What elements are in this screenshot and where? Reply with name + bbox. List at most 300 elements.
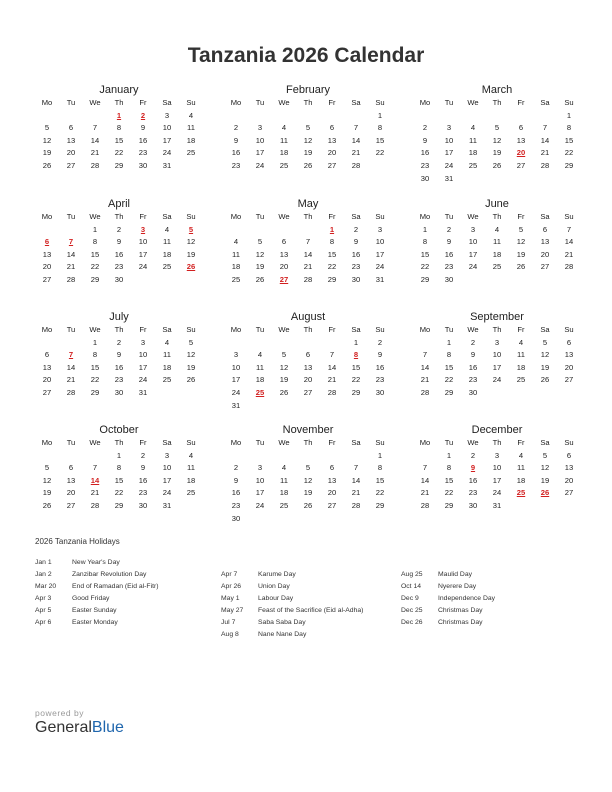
week-row <box>35 387 203 400</box>
holiday-name: Karume Day <box>258 571 296 578</box>
day-cell: 14 <box>90 135 100 145</box>
weekday-label: Tu <box>255 438 265 447</box>
day-cell: 21 <box>327 375 337 385</box>
empty-day-cell <box>59 337 83 350</box>
day-cell: 30 <box>420 173 430 183</box>
empty-day-cell <box>413 110 437 123</box>
day-cell: 25 <box>186 148 196 158</box>
day-cell: 17 <box>255 148 265 158</box>
day-cell: 11 <box>187 123 195 133</box>
week-row <box>413 337 581 350</box>
week-row <box>224 236 392 249</box>
day-cell: 19 <box>303 488 313 498</box>
week-row <box>35 450 203 463</box>
week-row <box>413 122 581 135</box>
day-cell: 26 <box>279 387 289 397</box>
day-cell: 20 <box>66 488 76 498</box>
day-cell: 23 <box>375 375 385 385</box>
day-cell: 17 <box>162 135 172 145</box>
empty-day-cell <box>320 513 344 526</box>
day-cell: 1 <box>446 450 452 460</box>
day-cell: 7 <box>68 237 74 247</box>
empty-day-cell <box>509 387 533 400</box>
day-cell: 20 <box>303 375 313 385</box>
weekday-header <box>224 437 392 450</box>
weekday-header <box>35 97 203 110</box>
day-cell: 26 <box>303 160 313 170</box>
day-cell: 24 <box>375 262 385 272</box>
day-cell: 13 <box>540 237 550 247</box>
week-row <box>413 147 581 160</box>
day-cell: 7 <box>422 463 428 473</box>
day-cell: 27 <box>66 160 76 170</box>
day-cell: 21 <box>90 148 100 158</box>
day-cell: 3 <box>446 123 452 133</box>
day-cell: 31 <box>231 400 241 410</box>
week-row <box>413 487 581 500</box>
day-cell: 1 <box>92 224 98 234</box>
holiday-date: May 1 <box>221 595 240 602</box>
day-cell: 6 <box>68 463 74 473</box>
day-cell: 30 <box>468 500 478 510</box>
weekday-label: Sa <box>540 98 550 107</box>
weekday-label: We <box>467 212 479 221</box>
day-cell: 14 <box>351 475 361 485</box>
day-cell: 2 <box>233 463 239 473</box>
weekday-label: Su <box>375 325 385 334</box>
day-cell: 14 <box>327 362 337 372</box>
day-cell: 10 <box>375 237 385 247</box>
day-cell: 27 <box>327 160 337 170</box>
holiday-date: Apr 6 <box>35 619 52 626</box>
holiday-item <box>401 581 495 593</box>
week-row <box>224 122 392 135</box>
weekday-label: Fr <box>139 98 147 107</box>
week-row <box>413 135 581 148</box>
day-cell: 30 <box>468 387 478 397</box>
day-cell: 28 <box>66 274 76 284</box>
brand-logo[interactable] <box>35 719 124 737</box>
holiday-item <box>221 569 363 581</box>
holiday-name: Nyerere Day <box>438 583 477 590</box>
day-cell: 7 <box>353 123 359 133</box>
day-cell: 15 <box>114 135 124 145</box>
day-cell: 20 <box>42 262 52 272</box>
empty-day-cell <box>557 500 581 513</box>
day-cell: 27 <box>279 274 289 284</box>
weekday-label: We <box>89 98 101 107</box>
weekday-label: Fr <box>517 438 525 447</box>
holiday-name: Easter Sunday <box>72 607 117 614</box>
holiday-column <box>401 569 495 629</box>
week-row <box>224 135 392 148</box>
holiday-name: Christmas Day <box>438 607 483 614</box>
day-cell: 1 <box>116 450 122 460</box>
day-cell: 27 <box>42 387 52 397</box>
day-cell: 26 <box>540 375 550 385</box>
day-cell: 28 <box>303 274 313 284</box>
day-cell: 6 <box>305 350 311 360</box>
week-row <box>224 274 392 287</box>
day-cell: 3 <box>140 224 146 234</box>
weekday-label: Sa <box>540 438 550 447</box>
day-cell: 5 <box>494 123 500 133</box>
day-cell: 7 <box>92 123 98 133</box>
day-cell: 10 <box>162 123 172 133</box>
weekday-label: Sa <box>351 98 361 107</box>
day-cell: 22 <box>90 375 100 385</box>
empty-day-cell <box>59 110 83 123</box>
month-march <box>413 83 581 185</box>
day-cell: 1 <box>422 224 428 234</box>
day-cell: 3 <box>140 337 146 347</box>
day-cell: 27 <box>42 274 52 284</box>
weekday-label: Tu <box>66 212 76 221</box>
day-cell: 11 <box>469 135 477 145</box>
day-cell: 17 <box>492 362 502 372</box>
day-cell: 8 <box>446 350 452 360</box>
weekday-label: Sa <box>351 438 361 447</box>
week-row <box>413 387 581 400</box>
empty-day-cell <box>155 387 179 400</box>
day-cell: 5 <box>305 463 311 473</box>
day-cell: 29 <box>90 274 100 284</box>
weekday-label: Tu <box>444 438 454 447</box>
day-cell: 16 <box>231 488 241 498</box>
empty-day-cell <box>509 500 533 513</box>
weekday-label: Th <box>303 98 313 107</box>
weekday-label: Th <box>492 212 502 221</box>
weekday-header <box>35 211 203 224</box>
empty-day-cell <box>344 450 368 463</box>
day-cell: 12 <box>279 362 289 372</box>
weekday-label: Th <box>492 325 502 334</box>
week-row <box>413 160 581 173</box>
empty-day-cell <box>248 400 272 413</box>
holiday-item <box>35 617 159 629</box>
day-cell: 27 <box>327 500 337 510</box>
empty-day-cell <box>320 110 344 123</box>
day-cell: 22 <box>420 262 430 272</box>
day-cell: 20 <box>327 148 337 158</box>
day-cell: 6 <box>44 237 50 247</box>
day-cell: 27 <box>564 488 574 498</box>
day-cell: 2 <box>353 224 359 234</box>
day-cell: 22 <box>444 375 454 385</box>
day-cell: 13 <box>42 362 52 372</box>
holiday-column <box>221 569 363 641</box>
day-cell: 24 <box>255 160 265 170</box>
weekday-label: Su <box>564 212 574 221</box>
day-cell: 26 <box>186 375 196 385</box>
day-cell: 26 <box>516 262 526 272</box>
day-cell: 6 <box>44 350 50 360</box>
day-cell: 4 <box>518 337 524 347</box>
empty-day-cell <box>533 173 557 186</box>
week-row <box>35 160 203 173</box>
empty-day-cell <box>83 110 107 123</box>
empty-day-cell <box>179 387 203 400</box>
holiday-date: Aug 25 <box>401 571 423 578</box>
day-cell: 4 <box>233 237 239 247</box>
empty-day-cell <box>224 450 248 463</box>
day-cell: 19 <box>516 249 526 259</box>
weekday-label: Sa <box>162 98 172 107</box>
day-cell: 28 <box>420 500 430 510</box>
week-row <box>224 400 392 413</box>
weekday-label: We <box>278 325 290 334</box>
day-cell: 22 <box>90 262 100 272</box>
day-cell: 29 <box>114 500 124 510</box>
day-cell: 4 <box>164 224 170 234</box>
empty-day-cell <box>368 513 392 526</box>
day-cell: 2 <box>116 224 122 234</box>
holiday-item <box>35 593 159 605</box>
week-row <box>35 110 203 123</box>
day-cell: 17 <box>231 375 241 385</box>
day-cell: 28 <box>90 160 100 170</box>
day-cell: 6 <box>542 224 548 234</box>
weekday-label: We <box>89 212 101 221</box>
week-row <box>35 147 203 160</box>
weekday-label: Sa <box>162 438 172 447</box>
day-cell: 19 <box>42 488 52 498</box>
day-cell: 13 <box>564 463 574 473</box>
day-cell: 14 <box>420 362 430 372</box>
week-row <box>224 450 392 463</box>
weekday-label: Fr <box>328 325 336 334</box>
day-cell: 9 <box>470 350 476 360</box>
week-row <box>224 349 392 362</box>
day-cell: 25 <box>231 274 241 284</box>
weekday-label: Su <box>564 325 574 334</box>
week-row <box>35 274 203 287</box>
day-cell: 10 <box>468 237 478 247</box>
day-cell: 24 <box>492 488 502 498</box>
day-cell: 25 <box>492 262 502 272</box>
day-cell: 5 <box>188 337 194 347</box>
empty-day-cell <box>320 400 344 413</box>
empty-day-cell <box>437 110 461 123</box>
day-cell: 17 <box>468 249 478 259</box>
weekday-label: Su <box>564 438 574 447</box>
day-cell: 9 <box>470 463 476 473</box>
day-cell: 26 <box>186 262 196 272</box>
holiday-date: Aug 8 <box>221 631 239 638</box>
holiday-name: Good Friday <box>72 595 110 602</box>
day-cell: 18 <box>231 262 241 272</box>
weekday-label: Tu <box>255 98 265 107</box>
empty-day-cell <box>224 337 248 350</box>
holiday-name: Feast of the Sacrifice (Eid al-Adha) <box>258 607 364 614</box>
day-cell: 21 <box>351 488 361 498</box>
week-row <box>224 249 392 262</box>
week-row <box>413 236 581 249</box>
day-cell: 13 <box>66 475 76 485</box>
empty-day-cell <box>320 450 344 463</box>
day-cell: 12 <box>303 135 313 145</box>
week-row <box>35 462 203 475</box>
day-cell: 23 <box>444 262 454 272</box>
weekday-label: Fr <box>328 98 336 107</box>
day-cell: 5 <box>257 237 263 247</box>
day-cell: 1 <box>92 337 98 347</box>
day-cell: 17 <box>492 475 502 485</box>
month-name: November <box>282 424 334 436</box>
day-cell: 7 <box>305 237 311 247</box>
day-cell: 3 <box>494 337 500 347</box>
day-cell: 8 <box>116 123 122 133</box>
holiday-date: Apr 3 <box>35 595 52 602</box>
weekday-label: Tu <box>444 212 454 221</box>
day-cell: 11 <box>517 350 525 360</box>
day-cell: 5 <box>542 450 548 460</box>
day-cell: 29 <box>351 387 361 397</box>
day-cell: 19 <box>540 475 550 485</box>
week-row <box>224 224 392 237</box>
day-cell: 10 <box>492 350 502 360</box>
day-cell: 9 <box>233 475 239 485</box>
day-cell: 28 <box>351 160 361 170</box>
day-cell: 31 <box>162 160 172 170</box>
empty-day-cell <box>272 224 296 237</box>
day-cell: 21 <box>420 375 430 385</box>
weekday-label: Sa <box>540 212 550 221</box>
day-cell: 5 <box>542 337 548 347</box>
day-cell: 16 <box>114 362 124 372</box>
day-cell: 29 <box>375 500 385 510</box>
day-cell: 14 <box>303 249 313 259</box>
day-cell: 22 <box>114 148 124 158</box>
day-cell: 13 <box>279 249 289 259</box>
weekday-header <box>224 97 392 110</box>
day-cell: 24 <box>162 488 172 498</box>
day-cell: 16 <box>375 362 385 372</box>
day-cell: 9 <box>353 237 359 247</box>
day-cell: 10 <box>444 135 454 145</box>
day-cell: 24 <box>444 160 454 170</box>
empty-day-cell <box>155 274 179 287</box>
holiday-name: Labour Day <box>258 595 294 602</box>
month-may <box>224 197 392 287</box>
day-cell: 20 <box>564 362 574 372</box>
weekday-label: Su <box>186 212 196 221</box>
day-cell: 15 <box>90 249 100 259</box>
day-cell: 4 <box>281 123 287 133</box>
day-cell: 26 <box>492 160 502 170</box>
empty-day-cell <box>296 450 320 463</box>
day-cell: 11 <box>517 463 525 473</box>
week-row <box>413 173 581 186</box>
day-cell: 19 <box>255 262 265 272</box>
day-cell: 1 <box>446 337 452 347</box>
day-cell: 2 <box>470 450 476 460</box>
week-row <box>413 462 581 475</box>
day-cell: 31 <box>444 173 454 183</box>
weekday-header <box>35 437 203 450</box>
month-december <box>413 423 581 513</box>
day-cell: 22 <box>351 375 361 385</box>
week-row <box>224 147 392 160</box>
day-cell: 28 <box>327 387 337 397</box>
day-cell: 8 <box>92 237 98 247</box>
day-cell: 6 <box>566 450 572 460</box>
weekday-label: Mo <box>230 325 242 334</box>
month-april <box>35 197 203 287</box>
weekday-label: Fr <box>328 212 336 221</box>
empty-day-cell <box>224 224 248 237</box>
holiday-date: Jan 1 <box>35 559 52 566</box>
weekday-label: Tu <box>255 325 265 334</box>
holiday-item <box>35 605 159 617</box>
day-cell: 28 <box>564 262 574 272</box>
week-row <box>224 362 392 375</box>
day-cell: 27 <box>66 500 76 510</box>
weekday-label: Tu <box>66 98 76 107</box>
week-row <box>413 362 581 375</box>
day-cell: 28 <box>351 500 361 510</box>
day-cell: 2 <box>470 337 476 347</box>
holiday-item <box>401 617 495 629</box>
weekday-label: Fr <box>517 98 525 107</box>
day-cell: 3 <box>164 110 170 120</box>
empty-day-cell <box>413 450 437 463</box>
day-cell: 2 <box>446 224 452 234</box>
weekday-label: Mo <box>41 212 53 221</box>
weekday-label: Th <box>492 98 502 107</box>
day-cell: 14 <box>351 135 361 145</box>
weekday-label: Fr <box>517 325 525 334</box>
day-cell: 5 <box>188 224 194 234</box>
week-row <box>413 110 581 123</box>
day-cell: 5 <box>44 463 50 473</box>
day-cell: 19 <box>186 362 196 372</box>
day-cell: 20 <box>516 148 526 158</box>
day-cell: 21 <box>66 375 76 385</box>
day-cell: 4 <box>494 224 500 234</box>
day-cell: 3 <box>233 350 239 360</box>
empty-day-cell <box>272 110 296 123</box>
weekday-label: Su <box>375 212 385 221</box>
empty-day-cell <box>557 173 581 186</box>
day-cell: 10 <box>492 463 502 473</box>
empty-day-cell <box>248 224 272 237</box>
day-cell: 9 <box>116 237 122 247</box>
day-cell: 3 <box>257 123 263 133</box>
weekday-header <box>413 211 581 224</box>
day-cell: 30 <box>375 387 385 397</box>
day-cell: 11 <box>493 237 501 247</box>
week-row <box>413 475 581 488</box>
day-cell: 23 <box>231 160 241 170</box>
weekday-label: Th <box>114 212 124 221</box>
day-cell: 7 <box>353 463 359 473</box>
day-cell: 5 <box>44 123 50 133</box>
empty-day-cell <box>59 224 83 237</box>
day-cell: 21 <box>351 148 361 158</box>
day-cell: 23 <box>114 375 124 385</box>
empty-day-cell <box>485 274 509 287</box>
day-cell: 9 <box>140 123 146 133</box>
day-cell: 30 <box>444 274 454 284</box>
day-cell: 8 <box>422 237 428 247</box>
weekday-label: Su <box>564 98 574 107</box>
day-cell: 4 <box>257 350 263 360</box>
week-row <box>35 337 203 350</box>
month-june <box>413 197 581 287</box>
day-cell: 26 <box>42 500 52 510</box>
day-cell: 18 <box>162 249 172 259</box>
